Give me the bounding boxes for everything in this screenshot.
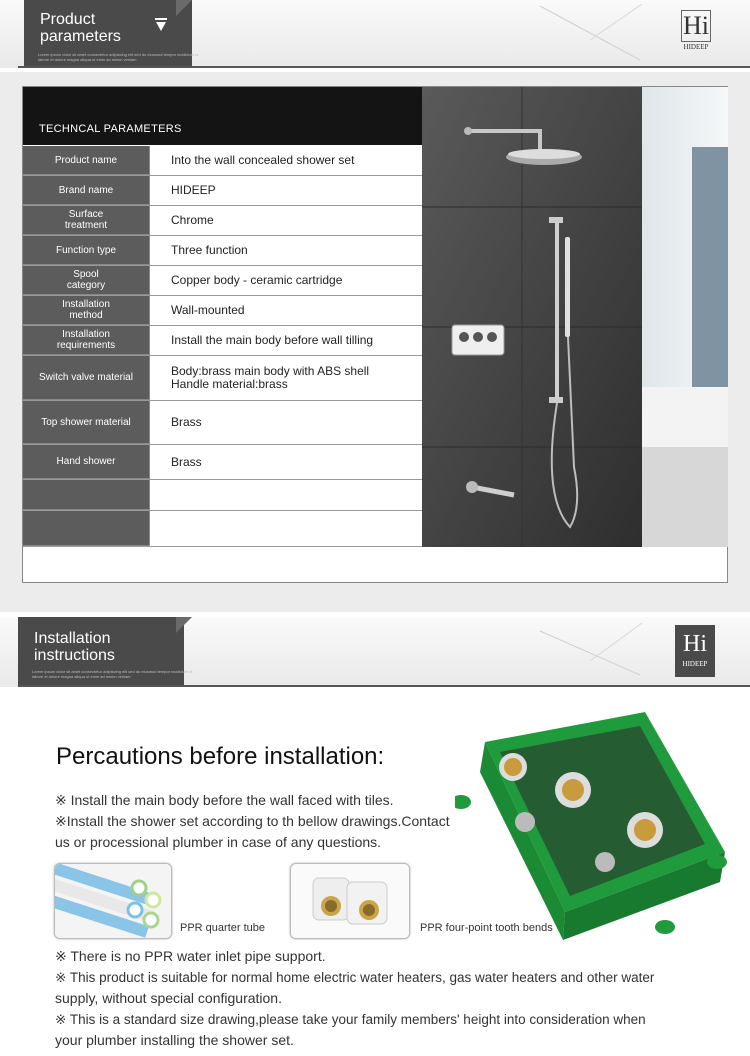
parameter-row (23, 445, 422, 480)
parameter-value: Brass (149, 401, 422, 444)
parameter-row (23, 266, 422, 296)
parameter-value: Three function (149, 236, 422, 265)
note-line: ※ There is no PPR water inlet pipe support. (55, 948, 326, 964)
parameter-value (149, 480, 422, 510)
hideep-logo (680, 10, 712, 54)
note-line: your plumber installing the shower set. (55, 1032, 294, 1048)
ppr-four-point-bends-image (290, 863, 410, 939)
note-line: ※ This is a standard size drawing,please take your family members' height into consideration when (55, 1012, 646, 1027)
hideep-logo (675, 625, 715, 677)
parameter-value: Brass (149, 445, 422, 479)
banner-fine-print: Lorem ipsum dolor sit amet consectetur adipiscing elit sed do eiusmod tempor incididunt ut labore et dolore magna aliqua ut enim ad minim veniam (38, 52, 199, 62)
parameter-label: Surface treatment (23, 206, 149, 235)
parameter-label (23, 480, 149, 510)
banner-title-line1: Installation (34, 630, 111, 647)
parameter-row (23, 511, 422, 547)
parameter-row (23, 146, 422, 176)
parameter-row (23, 296, 422, 326)
banner-title-line2: instructions (34, 647, 115, 664)
banner-title-line1: Product (40, 11, 96, 28)
parameter-label: Switch valve material (23, 356, 149, 400)
banner-rule (18, 685, 750, 687)
banner-corner-fold (176, 617, 192, 633)
parameter-label: Function type (23, 236, 149, 265)
parameter-label: Brand name (23, 176, 149, 205)
parameter-row (23, 236, 422, 266)
triangle-down-icon (155, 18, 167, 32)
product-parameters-banner (0, 0, 750, 68)
note-line: ※ Install the main body before the wall faced with tiles. (55, 792, 394, 808)
parameter-row (23, 176, 422, 206)
parameter-label: Installation requirements (23, 326, 149, 355)
ppr-quarter-tube-image (54, 863, 172, 939)
parameter-row (23, 401, 422, 445)
parameter-value: Into the wall concealed shower set (149, 146, 422, 175)
parameter-value: Install the main body before wall tilling (149, 326, 422, 355)
light-streak-decoration (520, 617, 650, 683)
parameter-label: Hand shower (23, 445, 149, 479)
parameter-value (149, 511, 422, 546)
note-line: us or processional plumber in case of any questions. (55, 834, 382, 850)
parameter-value: HIDEEP (149, 176, 422, 205)
logo-mark: Hi (683, 11, 709, 40)
note-line: ※Install the shower set according to th bellow drawings.Contact (55, 813, 450, 829)
parameter-row (23, 356, 422, 401)
banner-title-line2: parameters (40, 28, 121, 45)
banner-fine-print: Lorem ipsum dolor sit amet consectetur adipiscing elit sed do eiusmod tempor incididunt ut labore et dolore magna aliqua ut enim ad minim veniam (32, 669, 193, 679)
note-line: ※ This product is suitable for normal home electric water heaters, gas water heaters and other water (55, 970, 655, 985)
parameter-value: Wall-mounted (149, 296, 422, 325)
logo-text: HIDEEP (682, 660, 708, 668)
light-streak-decoration (530, 0, 650, 66)
banner-tab (18, 617, 193, 685)
parameter-value: Body:brass main body with ABS shell Handle material:brass (149, 356, 422, 400)
parameter-value: Chrome (149, 206, 422, 235)
note-line: supply, without special configuration. (55, 990, 282, 1006)
ppr-four-point-bends-caption: PPR four-point tooth bends (420, 922, 553, 934)
parameter-label: Product name (23, 146, 149, 175)
parameters-heading: TECHNCAL PARAMETERS (39, 123, 182, 135)
parameters-heading-bar (23, 87, 422, 145)
shower-product-photo (422, 87, 728, 547)
ppr-quarter-tube-caption: PPR quarter tube (180, 922, 265, 934)
precautions-heading: Percautions before installation: (56, 743, 385, 770)
parameter-row (23, 480, 422, 511)
logo-mark: Hi (683, 631, 707, 657)
parameter-label: Spool category (23, 266, 149, 295)
parameter-label: Top shower material (23, 401, 149, 444)
parameter-label (23, 511, 149, 546)
banner-rule (18, 66, 750, 68)
banner-tab (24, 0, 199, 66)
parameter-value: Copper body - ceramic cartridge (149, 266, 422, 295)
parameter-row (23, 326, 422, 356)
banner-corner-fold (176, 0, 192, 16)
concealed-valve-box-image (455, 712, 730, 942)
installation-instructions-banner (0, 617, 750, 687)
parameter-label: Installation method (23, 296, 149, 325)
parameter-row (23, 206, 422, 236)
logo-text: HIDEEP (683, 43, 709, 51)
